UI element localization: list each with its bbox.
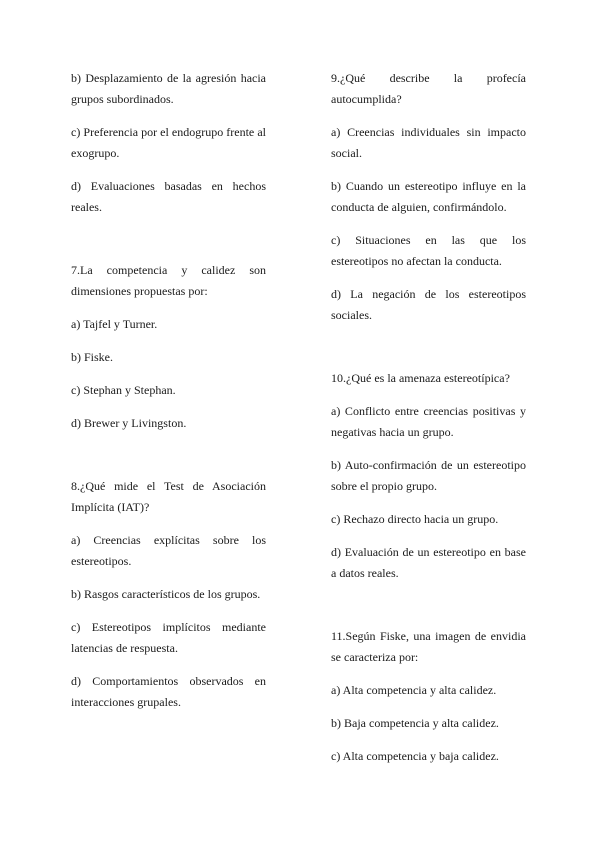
q11-option-a: a) Alta competencia y alta calidez.: [331, 683, 497, 697]
q8-question: 8.¿Qué mide el Test de Asociación Implícita (IAT)?: [71, 479, 266, 514]
q9-option-d: d) La negación de los estereotipos sociales.: [331, 287, 526, 322]
q7-option-d: d) Brewer y Livingston.: [71, 416, 187, 430]
q9-option-a: a) Creencias individuales sin impacto social.: [331, 125, 526, 160]
q9-option-c: c) Situaciones en las que los estereotipos no afectan la conducta.: [331, 233, 526, 268]
q10-option-a: a) Conflicto entre creencias positivas y negativas hacia un grupo.: [331, 404, 526, 439]
q9-option-b: b) Cuando un estereotipo influye en la conducta de alguien, confirmándolo.: [331, 179, 526, 214]
q11-option-c: c) Alta competencia y baja calidez.: [331, 749, 499, 763]
q6-option-c: c) Preferencia por el endogrupo frente al exogrupo.: [71, 125, 266, 160]
q7-option-b: b) Fiske.: [71, 350, 113, 364]
left-column: [71, 68, 266, 713]
q11-option-b: b) Baja competencia y alta calidez.: [331, 716, 499, 730]
q10-option-b: b) Auto-confirmación de un estereotipo sobre el propio grupo.: [331, 458, 526, 493]
q6-option-b: b) Desplazamiento de la agresión hacia grupos subordinados.: [71, 71, 266, 106]
q8-option-d: d) Comportamientos observados en interacciones grupales.: [71, 674, 266, 709]
q8-option-b: b) Rasgos característicos de los grupos.: [71, 587, 261, 601]
q10-question: 10.¿Qué es la amenaza estereotípica?: [331, 371, 510, 385]
q10-option-d: d) Evaluación de un estereotipo en base a datos reales.: [331, 545, 526, 580]
q9-question: 9.¿Qué describe la profecía autocumplida?: [331, 71, 526, 106]
q7-option-c: c) Stephan y Stephan.: [71, 383, 176, 397]
q10-option-c: c) Rechazo directo hacia un grupo.: [331, 512, 499, 526]
q7-option-a: a) Tajfel y Turner.: [71, 317, 158, 331]
right-column: [331, 68, 526, 767]
q8-option-a: a) Creencias explícitas sobre los estereotipos.: [71, 533, 266, 568]
q11-question: 11.Según Fiske, una imagen de envidia se caracteriza por:: [331, 629, 526, 664]
q8-option-c: c) Estereotipos implícitos mediante latencias de respuesta.: [71, 620, 266, 655]
q7-question: 7.La competencia y calidez son dimensiones propuestas por:: [71, 263, 266, 298]
q6-option-d: d) Evaluaciones basadas en hechos reales.: [71, 179, 266, 214]
